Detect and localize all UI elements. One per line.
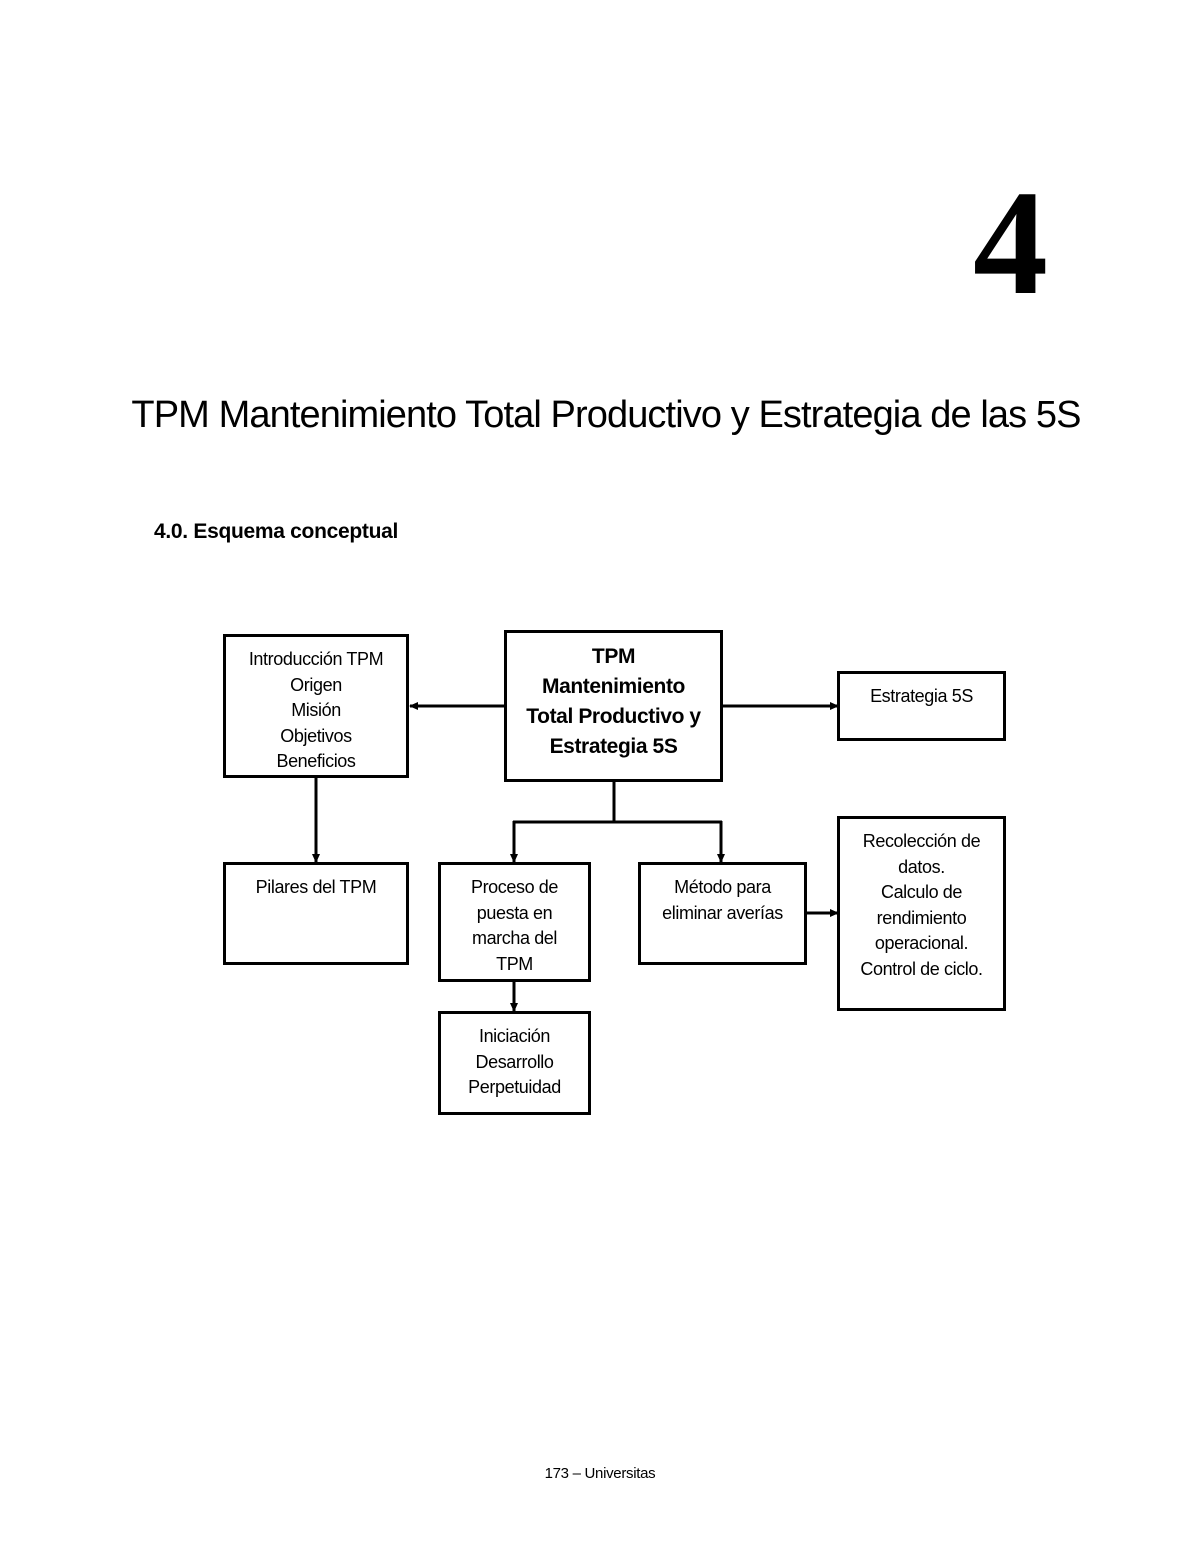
intro-line: Origen — [290, 674, 342, 695]
stages-line: Desarrollo — [475, 1051, 554, 1072]
stages-box — [438, 1011, 591, 1115]
process-line: TPM — [496, 953, 533, 974]
center-line: Mantenimiento — [542, 675, 685, 698]
chapter-number: 4 — [973, 160, 1048, 326]
center-line: TPM — [591, 645, 636, 668]
data-box — [837, 816, 1006, 1011]
strategy-box — [837, 671, 1006, 741]
method-box — [638, 862, 807, 965]
process-box — [438, 862, 591, 982]
page-footer: 173 – Universitas — [544, 1465, 656, 1482]
strategy-line: Estrategia 5S — [870, 686, 973, 706]
center-line: Total Productivo y — [526, 705, 701, 728]
intro-box — [223, 634, 409, 778]
intro-line: Misión — [291, 700, 341, 720]
section-heading: 4.0. Esquema conceptual — [154, 520, 399, 543]
method-line: Método para — [674, 877, 771, 897]
process-line: Proceso de — [470, 877, 559, 897]
pillars-line: Pilares del TPM — [255, 877, 377, 897]
chapter-title: TPM Mantenimiento Total Productivo y Estrategia de las 5S — [131, 394, 1081, 436]
stages-line: Iniciación — [478, 1026, 551, 1046]
center-box — [504, 630, 723, 782]
process-line: puesta en — [476, 902, 553, 923]
data-line: rendimiento — [876, 907, 967, 928]
stages-line: Perpetuidad — [468, 1077, 561, 1097]
center-line: Estrategia 5S — [549, 735, 678, 758]
intro-line: Objetivos — [280, 725, 352, 746]
intro-line: Introducción TPM — [248, 649, 384, 669]
process-line: marcha del — [471, 928, 558, 948]
intro-line: Beneficios — [276, 751, 356, 771]
data-line: Control de ciclo. — [860, 958, 983, 979]
data-line: operacional. — [874, 933, 969, 953]
pillars-box — [223, 862, 409, 965]
data-line: Recolección de — [862, 831, 981, 851]
method-line: eliminar averías — [662, 902, 783, 923]
data-line: Calculo de — [880, 882, 963, 902]
data-line: datos. — [898, 856, 945, 877]
